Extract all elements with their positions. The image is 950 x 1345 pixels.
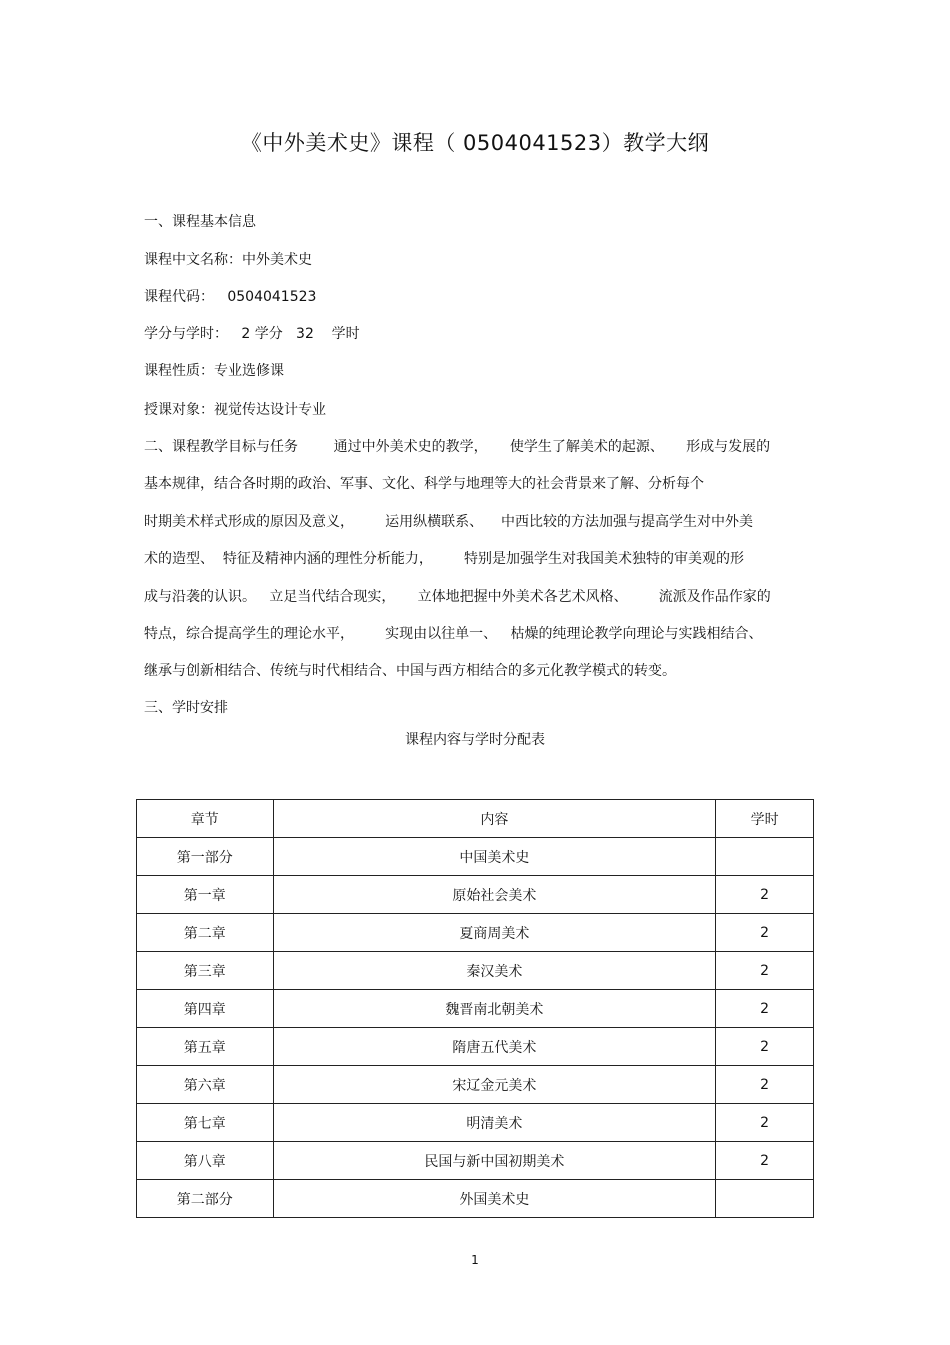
objectives-paragraph-line: 成与沿袭的认识。 立足当代结合现实， 立体地把握中外美术各艺术风格、 流派及作品作家的 <box>144 589 771 605</box>
course-code-line: 课程代码： 0504041523 <box>144 289 317 305</box>
objectives-paragraph-line: 继承与创新相结合、传统与时代相结合、中国与西方相结合的多元化教学模式的转变。 <box>144 663 676 679</box>
course-target-line: 授课对象：视觉传达设计专业 <box>144 402 326 418</box>
table-row <box>137 1066 814 1104</box>
cell-chapter: 第一部分 <box>137 838 274 876</box>
page-number: 1 <box>471 1253 479 1267</box>
header-content: 内容 <box>273 800 716 838</box>
cell-chapter: 第四章 <box>137 990 274 1028</box>
header-chapter: 章节 <box>137 800 274 838</box>
table-row <box>137 1104 814 1142</box>
cell-hours <box>716 838 814 876</box>
cell-content: 秦汉美术 <box>273 952 716 990</box>
cell-content: 外国美术史 <box>273 1180 716 1218</box>
cell-chapter: 第七章 <box>137 1104 274 1142</box>
section-heading-schedule: 三、学时安排 <box>144 700 228 716</box>
cell-hours: 2 <box>716 1028 814 1066</box>
cell-chapter: 第八章 <box>137 1142 274 1180</box>
page-title: 《中外美术史》课程（ 0504041523）教学大纲 <box>240 131 710 155</box>
cell-content: 夏商周美术 <box>273 914 716 952</box>
objectives-paragraph-line: 时期美术样式形成的原因及意义， 运用纵横联系、 中西比较的方法加强与提高学生对中外美 <box>144 514 753 530</box>
cell-content: 原始社会美术 <box>273 876 716 914</box>
cell-hours: 2 <box>716 1104 814 1142</box>
cell-content: 民国与新中国初期美术 <box>273 1142 716 1180</box>
table-row <box>137 1180 814 1218</box>
objectives-paragraph-line: 术的造型、 特征及精神内涵的理性分析能力， 特别是加强学生对我国美术独特的审美观的形 <box>144 551 745 567</box>
table-row <box>137 1142 814 1180</box>
cell-chapter: 第五章 <box>137 1028 274 1066</box>
cell-content: 魏晋南北朝美术 <box>273 990 716 1028</box>
cell-chapter: 第一章 <box>137 876 274 914</box>
table-row <box>137 838 814 876</box>
cell-hours <box>716 1180 814 1218</box>
table-row <box>137 1028 814 1066</box>
cell-hours: 2 <box>716 952 814 990</box>
cell-chapter: 第二部分 <box>137 1180 274 1218</box>
table-row <box>137 952 814 990</box>
table-row <box>137 914 814 952</box>
table-row <box>137 876 814 914</box>
credit-hours-line: 学分与学时： 2 学分 32 学时 <box>144 326 360 342</box>
cell-hours: 2 <box>716 1066 814 1104</box>
cell-chapter: 第三章 <box>137 952 274 990</box>
cell-hours: 2 <box>716 876 814 914</box>
cell-chapter: 第二章 <box>137 914 274 952</box>
objectives-paragraph-line: 特点，综合提高学生的理论水平， 实现由以往单一、 枯燥的纯理论教学向理论与实践相结合、 <box>144 626 763 642</box>
course-nature-line: 课程性质：专业选修课 <box>144 363 284 379</box>
cell-content: 明清美术 <box>273 1104 716 1142</box>
table-row <box>137 990 814 1028</box>
table-caption: 课程内容与学时分配表 <box>405 732 545 748</box>
cell-content: 隋唐五代美术 <box>273 1028 716 1066</box>
section-heading-basic-info: 一、课程基本信息 <box>144 214 256 230</box>
course-name-line: 课程中文名称：中外美术史 <box>144 252 312 268</box>
header-hours: 学时 <box>716 800 814 838</box>
cell-hours: 2 <box>716 990 814 1028</box>
hours-table <box>136 799 814 1218</box>
cell-chapter: 第六章 <box>137 1066 274 1104</box>
cell-content: 宋辽金元美术 <box>273 1066 716 1104</box>
table-header-row <box>137 800 814 838</box>
cell-hours: 2 <box>716 1142 814 1180</box>
cell-hours: 2 <box>716 914 814 952</box>
cell-content: 中国美术史 <box>273 838 716 876</box>
objectives-paragraph-line: 二、课程教学目标与任务 通过中外美术史的教学， 使学生了解美术的起源、 形成与发展的 <box>144 439 771 455</box>
objectives-paragraph-line: 基本规律，结合各时期的政治、军事、文化、科学与地理等大的社会背景来了解、分析每个 <box>144 476 704 492</box>
